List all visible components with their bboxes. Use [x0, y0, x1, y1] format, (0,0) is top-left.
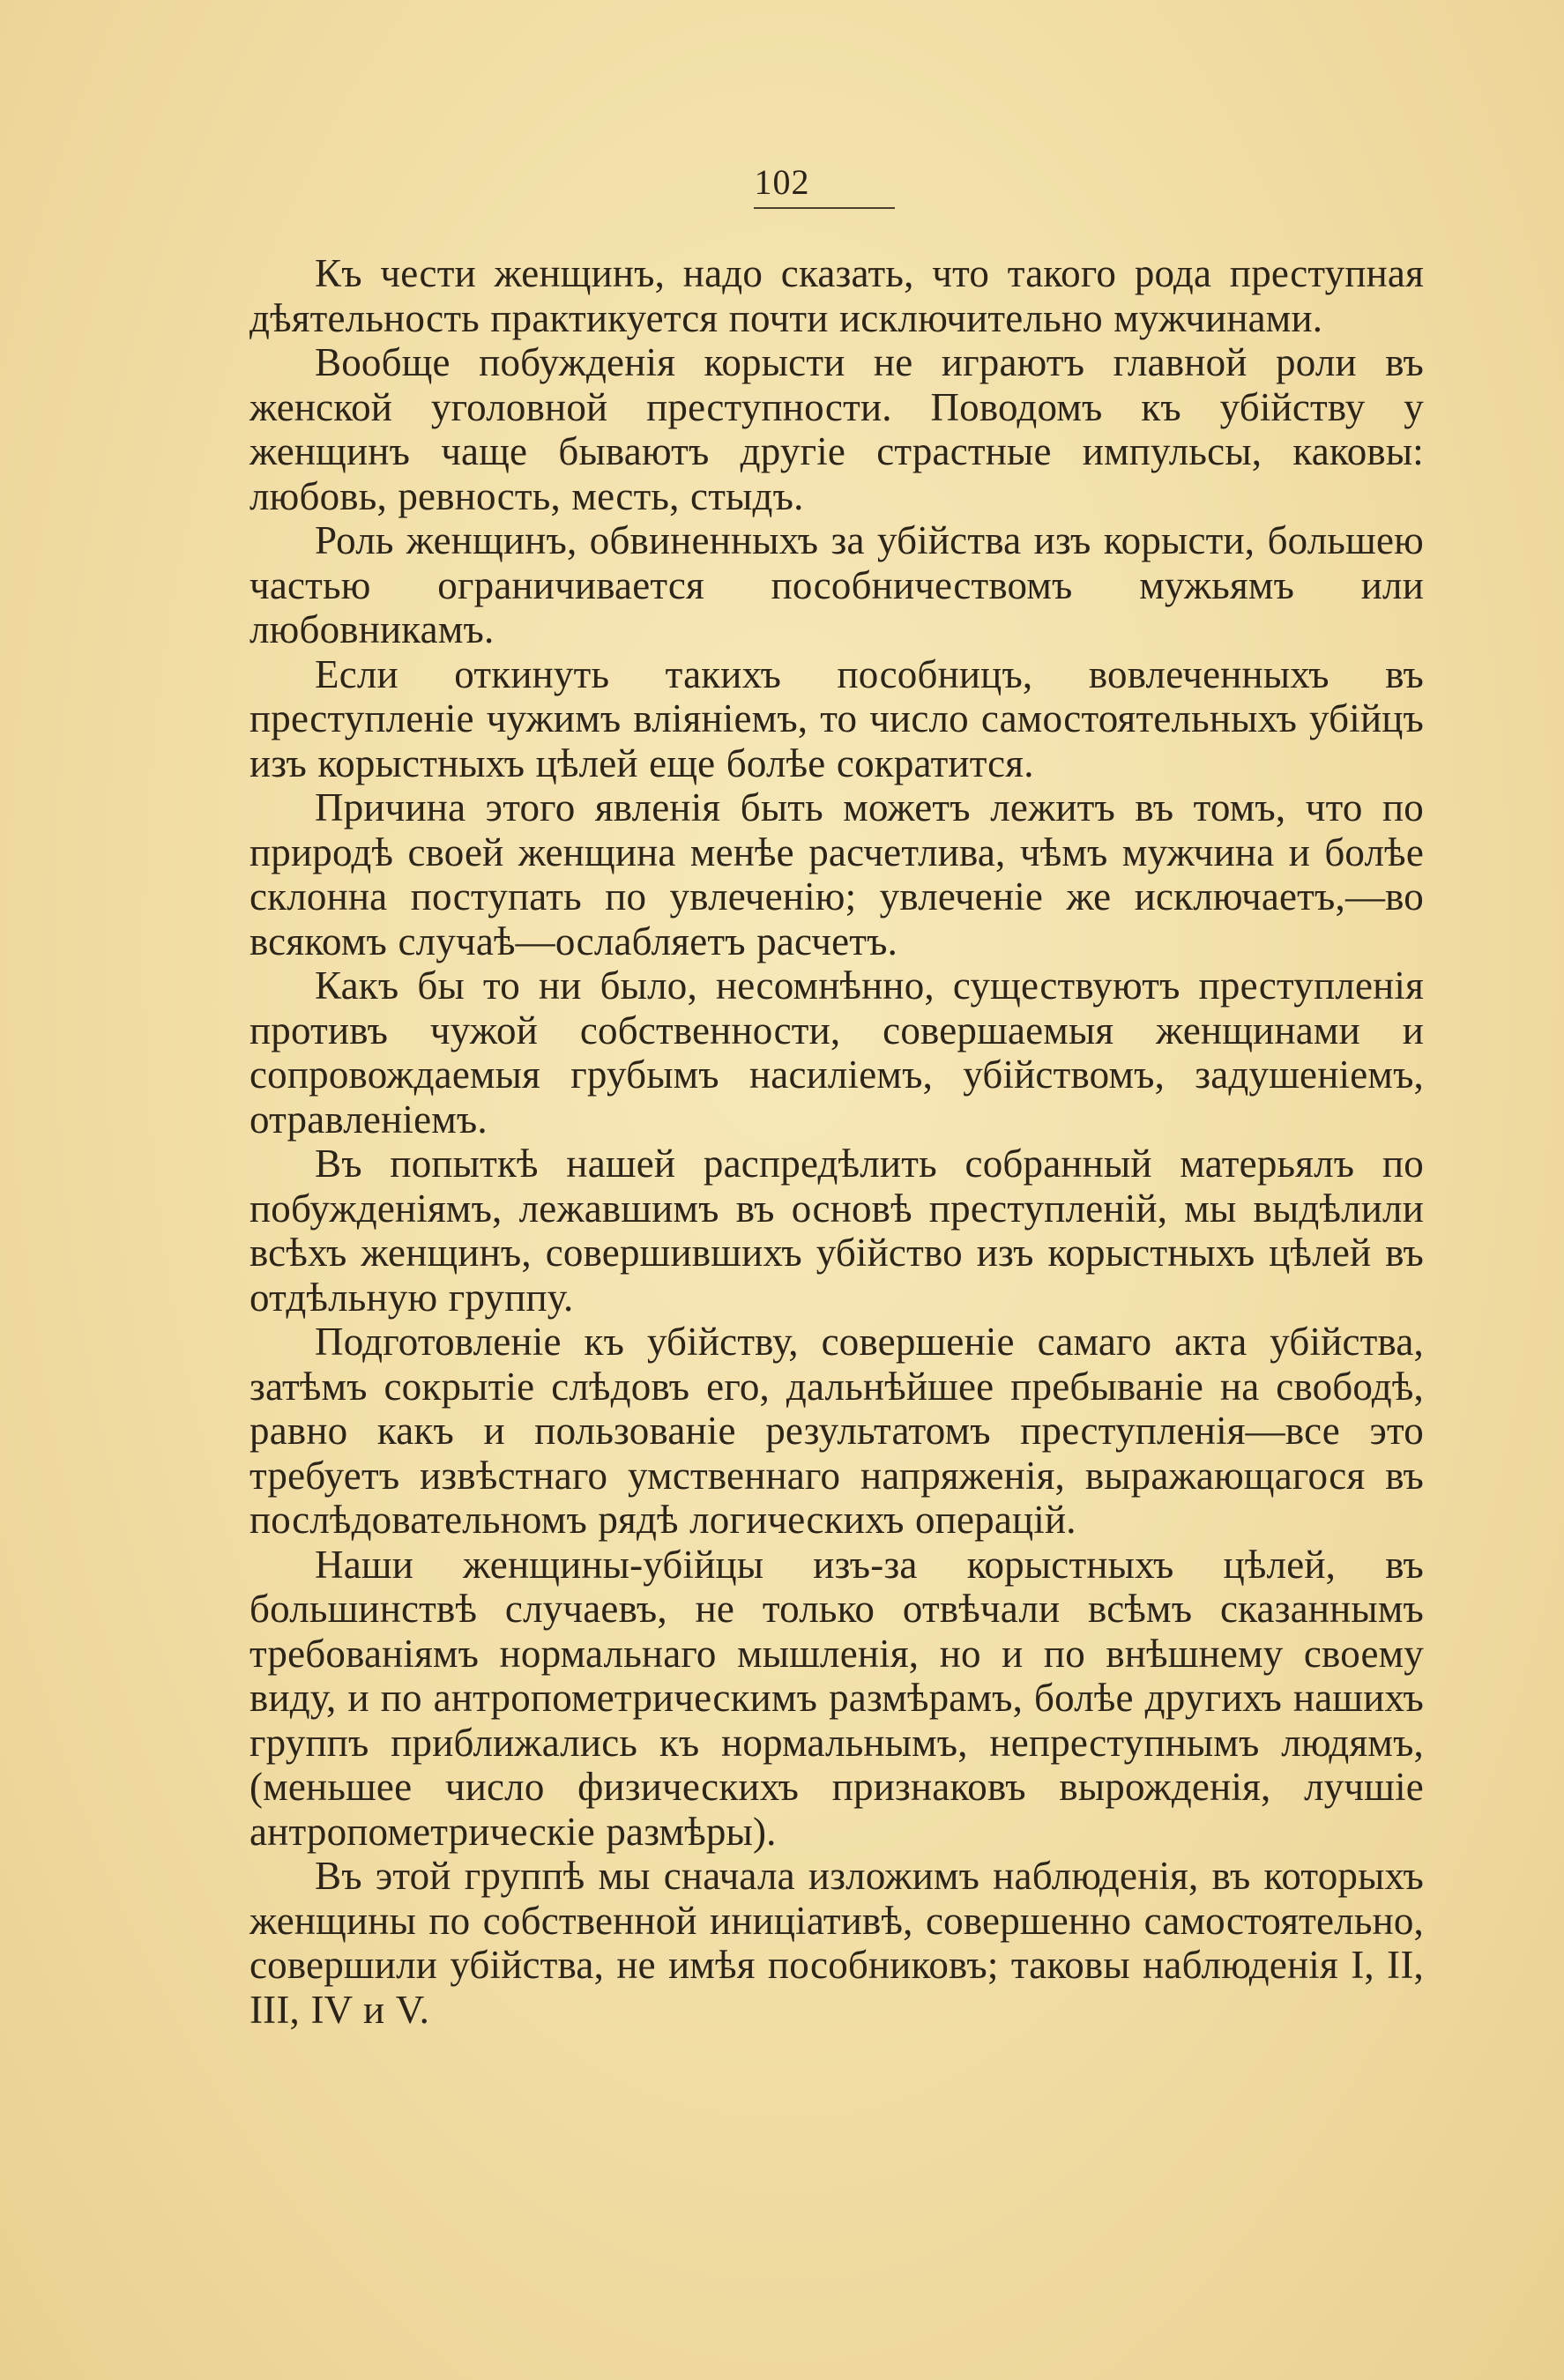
paragraph: Къ чести женщинъ, надо сказать, что такого рода преступная дѣятельность практикуется почти исключительно мужчинами.	[249, 251, 1424, 340]
paragraph: Если откинуть такихъ пособницъ, вовлеченныхъ въ преступленіе чужимъ вліяніемъ, то число самостоятельныхъ убійцъ изъ корыстныхъ цѣлей еще болѣе сократится.	[249, 651, 1424, 785]
paragraph: Въ попыткѣ нашей распредѣлить собранный матерьялъ по побужденіямъ, лежавшимъ въ основѣ преступленій, мы выдѣлили всѣхъ женщинъ, совершившихъ убійство изъ корыстныхъ цѣлей въ отдѣльную группу.	[249, 1142, 1424, 1320]
paragraph: Роль женщинъ, обвиненныхъ за убійства изъ корысти, большею частью ограничивается пособничествомъ мужьямъ или любовникамъ.	[249, 518, 1424, 651]
paragraph: Въ этой группѣ мы сначала изложимъ наблюденія, въ которыхъ женщины по собственной иниціативѣ, совершенно самостоятельно, совершили убійства, не имѣя пособниковъ; таковы наблюденія I, II, III, IV и V.	[249, 1854, 1424, 2032]
paragraph: Причина этого явленія быть можетъ лежитъ въ томъ, что по природѣ своей женщина менѣе расчетлива, чѣмъ мужчина и болѣе склонна поступать по увлеченію; увлеченіе же исключаетъ,—во всякомъ случаѣ—ослабляетъ расчетъ.	[249, 785, 1424, 963]
page-number: 102	[754, 162, 810, 202]
paragraph: Какъ бы то ни было, несомнѣнно, существуютъ преступленія противъ чужой собственности, совершаемыя женщинами и сопровождаемыя грубымъ насиліемъ, убійствомъ, задушеніемъ, отравленіемъ.	[249, 963, 1424, 1142]
paragraph: Наши женщины-убійцы изъ-за корыстныхъ цѣлей, въ большинствѣ случаевъ, не только отвѣчали всѣмъ сказаннымъ требованіямъ нормальнаго мышленія, но и по внѣшнему своему виду, и по антропометрическимъ размѣрамъ, болѣе другихъ нашихъ группъ приближались къ нормальнымъ, непреступнымъ людямъ, (меньшее число физическихъ признаковъ вырожденія, лучшіе антропометрическіе размѣры).	[249, 1542, 1424, 1854]
paragraph: Подготовленіе къ убійству, совершеніе самаго акта убійства, затѣмъ сокрытіе слѣдовъ его, дальнѣйшее пребываніе на свободѣ, равно какъ и пользованіе результатомъ преступленія—все это требуетъ извѣстнаго умственнаго напряженія, выражающагося въ послѣдовательномъ рядѣ логическихъ операцій.	[249, 1320, 1424, 1542]
page-number-underline	[754, 207, 895, 209]
body-text	[249, 251, 1424, 2032]
paragraph: Вообще побужденія корысти не играютъ главной роли въ женской уголовной преступности. Поводомъ къ убійству у женщинъ чаще бываютъ другіе страстные импульсы, каковы: любовь, ревность, месть, стыдъ.	[249, 340, 1424, 518]
